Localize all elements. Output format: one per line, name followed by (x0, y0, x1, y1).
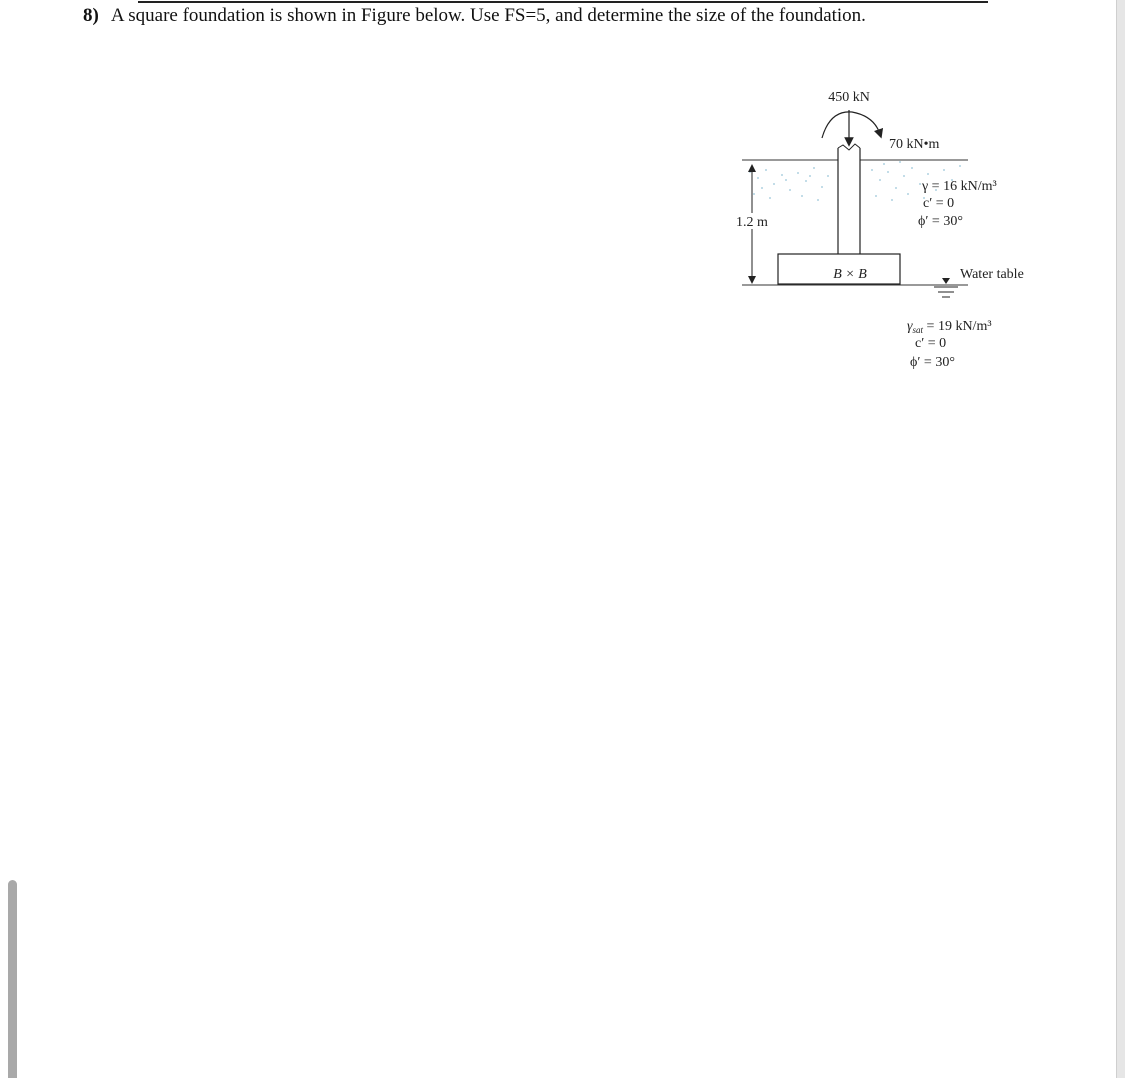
moment-arc (822, 112, 880, 138)
moment-label: 70 kN•m (889, 137, 940, 152)
lower-soil-gamma: $\gamma_{sat} = 19$ kN/m³ (907, 319, 992, 335)
load-label: 450 kN (828, 90, 870, 105)
page-edge (1116, 0, 1125, 1078)
column (838, 148, 860, 254)
question-8 (83, 5, 866, 27)
upper-soil-phi: ϕ′ = 30° (918, 214, 963, 229)
column-break (838, 144, 860, 150)
question-number: 8) (83, 5, 99, 26)
lower-soil-cohesion: c′ = 0 (915, 336, 947, 351)
foundation-figure (700, 80, 1060, 380)
scrollbar-thumb[interactable] (8, 880, 17, 1078)
question-text: A square foundation is shown in Figure below. Use FS=5, and determine the size of the foundation. (110, 5, 866, 26)
water-table-label: Water table (960, 267, 1024, 282)
footing-size-label: B × B (833, 267, 867, 282)
upper-soil-gamma: γ = 16 kN/m³ (922, 179, 997, 194)
upper-soil-cohesion: c′ = 0 (923, 196, 955, 211)
water-table-icon (934, 278, 958, 297)
depth-label: 1.2 m (736, 215, 768, 230)
top-rule (138, 1, 988, 3)
lower-soil-phi: ϕ′ = 30° (910, 355, 955, 370)
